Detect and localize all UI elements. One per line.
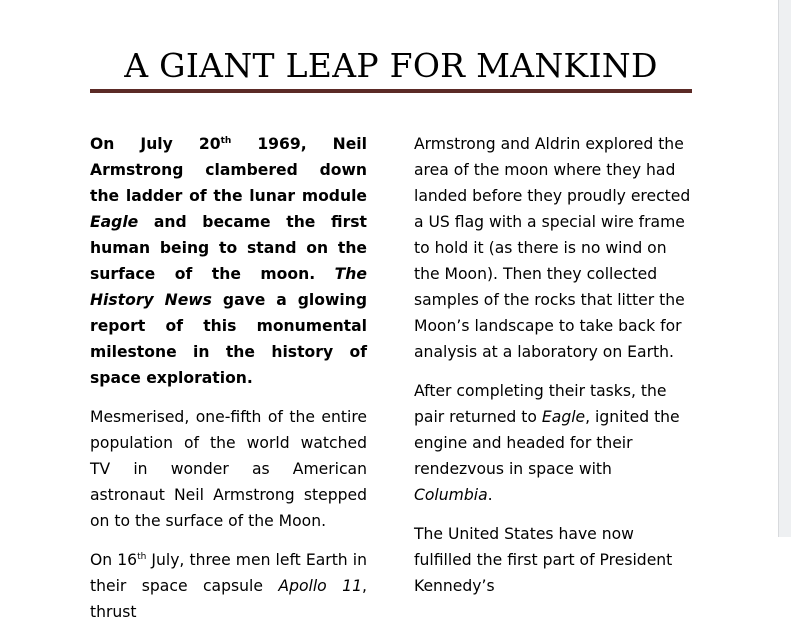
lead-text-part: and became the first human being to stand on the surface of the moon. (90, 213, 367, 283)
body-paragraph (90, 547, 367, 625)
body-text-part: , thrust (90, 577, 367, 621)
left-column (90, 131, 367, 638)
body-text-part: After completing their tasks, the pair returned to (414, 382, 667, 426)
article-title: A GIANT LEAP FOR MANKIND (124, 46, 658, 85)
viewer-background-edge (778, 0, 791, 537)
body-paragraph: Armstrong and Aldrin explored the area of the moon where they had landed before they proudly erected a US flag with a special wire frame to hold it (as there is no wind on the Moon). Then they collected samples of the rocks that litter the Moon’s landscape to take back for analysis at a laboratory on Earth. (414, 135, 691, 361)
lead-text-part: 1969, Neil Armstrong clambered down the ladder of the lunar module (90, 135, 367, 205)
body-text-part: . (487, 486, 493, 504)
italic-spacecraft-name: Eagle (541, 408, 586, 426)
italic-spacecraft-name: Apollo 11 (278, 577, 363, 595)
body-text-part: , ignited the engine and headed for their rendezvous in space with (414, 408, 680, 478)
ordinal-superscript: th (137, 552, 147, 562)
lead-text-part: gave a glowing report of this monumental milestone in the history of space exploration. (90, 291, 367, 387)
body-text-part: July, three men left Earth in their space capsule (90, 551, 367, 595)
title-underline-rule (90, 89, 692, 93)
lead-italic-eagle: Eagle (90, 213, 139, 231)
body-paragraph: The United States have now fulfilled the first part of President Kennedy’s (414, 525, 673, 595)
lead-paragraph (90, 131, 367, 391)
body-text-part: On 16 (90, 551, 138, 569)
body-paragraph (414, 378, 694, 508)
body-paragraph: Mesmerised, one-fifth of the entire population of the world watched TV in wonder as American astronaut Neil Armstrong stepped on to the surface of the Moon. (90, 408, 367, 530)
ordinal-superscript: th (220, 136, 232, 146)
right-column (414, 131, 694, 612)
italic-spacecraft-name: Columbia (414, 486, 488, 504)
lead-italic-publication: The History News (90, 265, 367, 309)
lead-text-part: On July 20 (90, 135, 221, 153)
